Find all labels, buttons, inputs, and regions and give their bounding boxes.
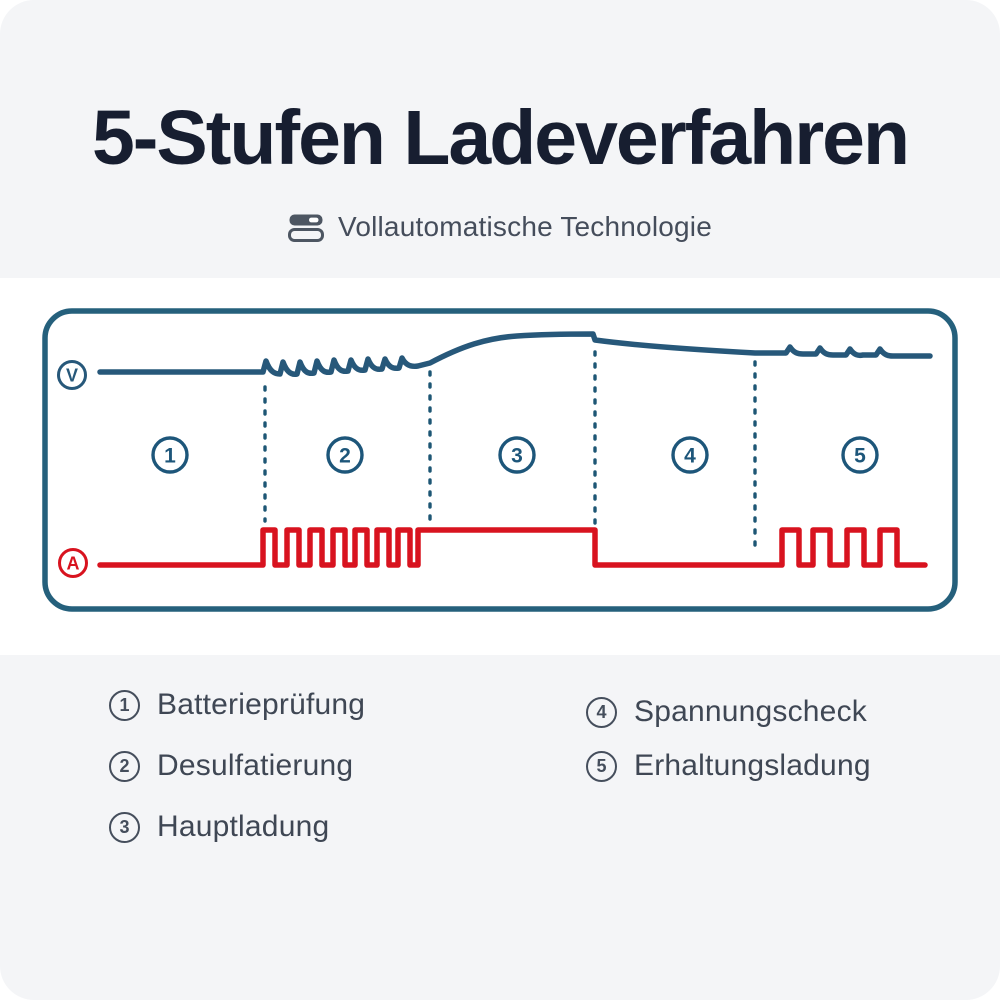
stage-1-number: 1 xyxy=(164,444,176,468)
subtitle xyxy=(0,206,1000,248)
subtitle-text: Vollautomatische Technologie xyxy=(337,211,712,242)
legend-number-2: 2 xyxy=(109,751,140,782)
legend-number-4: 4 xyxy=(586,697,617,728)
stage-5-number: 5 xyxy=(854,444,866,468)
current-label-badge xyxy=(60,550,87,577)
legend-number-3: 3 xyxy=(109,812,140,843)
page-title: 5-Stufen Ladeverfahren xyxy=(91,95,909,181)
legend-item-spannungscheck xyxy=(586,695,867,729)
battery-stack-icon xyxy=(288,213,325,242)
legend-label-2: Desulfatierung xyxy=(157,749,354,782)
voltage-label-badge xyxy=(59,362,86,389)
legend-number-1: 1 xyxy=(109,690,140,721)
legend-item-batteriepruefung xyxy=(109,688,365,722)
legend-label-4: Spannungscheck xyxy=(634,695,867,728)
stage-4-number: 4 xyxy=(684,444,696,468)
legend-label-3: Hauptladung xyxy=(157,810,330,843)
legend-item-erhaltungsladung xyxy=(586,749,871,783)
legend-label-5: Erhaltungsladung xyxy=(634,749,871,782)
stage-3-number: 3 xyxy=(511,444,523,468)
legend-item-hauptladung xyxy=(109,810,329,844)
legend-label-1: Batterieprüfung xyxy=(157,688,366,721)
legend-number-5: 5 xyxy=(586,751,617,782)
stage-2-number: 2 xyxy=(339,444,351,468)
legend-item-desulfatierung xyxy=(109,749,353,783)
charging-stages-chart xyxy=(42,308,958,617)
current-label: A xyxy=(66,553,80,574)
voltage-label: V xyxy=(65,365,79,386)
